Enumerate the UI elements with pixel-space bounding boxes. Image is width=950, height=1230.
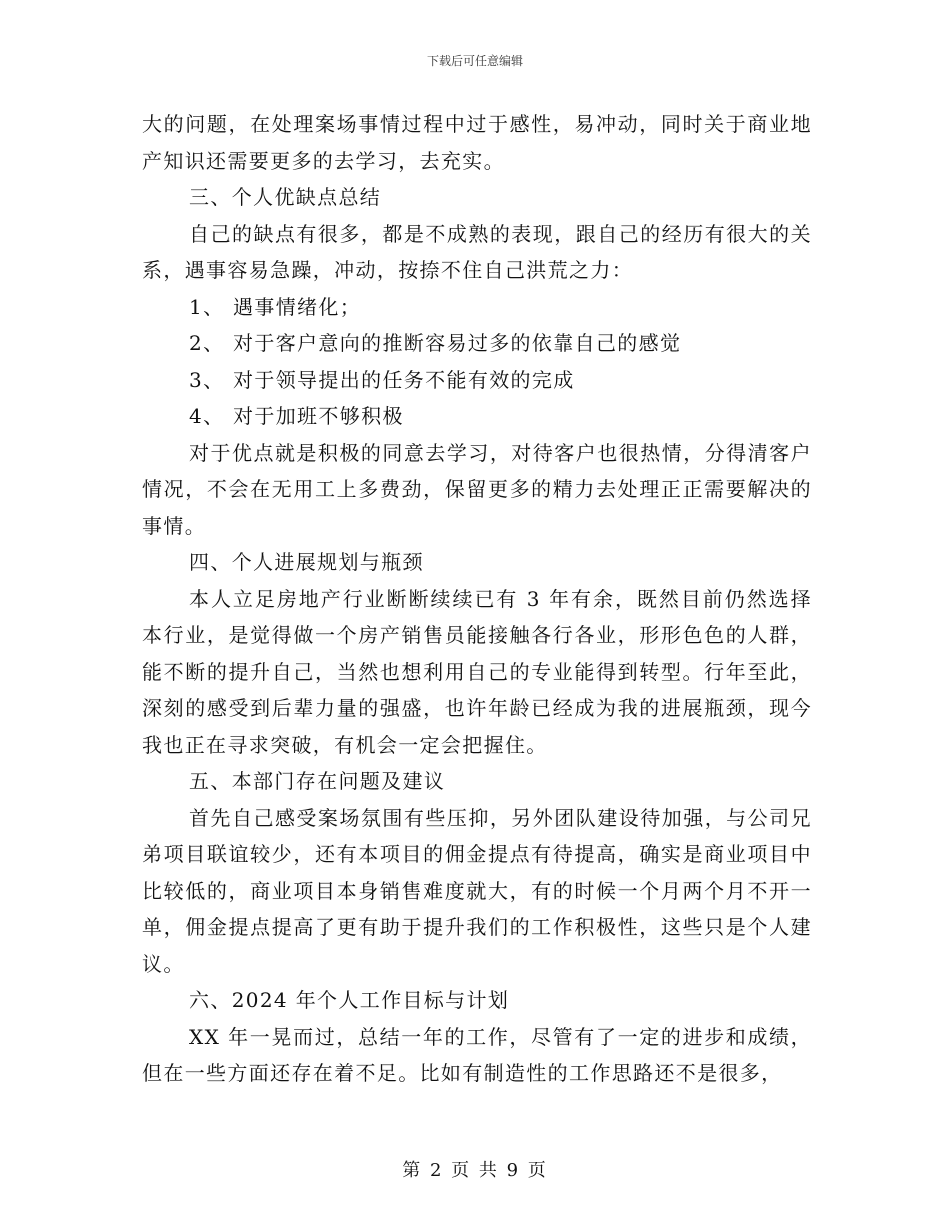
list-number: 1、 — [189, 294, 225, 319]
paragraph: 大的问题，在处理案场事情过程中过于感性，易冲动，同时关于商业地产知识还需要更多的去学习，去充实。 — [142, 112, 812, 173]
list-number: 2、 — [189, 331, 225, 355]
page-footer: 第 2 页 共 9 页 — [402, 1160, 548, 1181]
list-text: 遇事情绪化； — [233, 294, 362, 319]
list-text: 对于领导提出的任务不能有效的完成 — [233, 367, 575, 392]
list-number: 3、 — [189, 367, 225, 392]
section-heading: 六、2024 年个人工作目标与计划 — [189, 988, 510, 1012]
section-heading: 三、个人优缺点总结 — [189, 185, 382, 209]
paragraph: 本人立足房地产行业断断续续已有 3 年有余，既然目前仍然选择本行业，是觉得做一个房产销售员能接触各行各业，形形色色的人群，能不断的提升自己，当然也想利用自己的专业能得到转型。行年至此，深刻的感受到后辈力量的强盛，也许年龄已经成为我的进展瓶颈，现今我也正在寻求突破，有机会一定会把握住。 — [142, 586, 812, 757]
list-item — [142, 289, 812, 326]
list-item — [142, 362, 812, 399]
paragraph: 首先自己感受案场氛围有些压抑，另外团队建设待加强，与公司兄弟项目联谊较少，还有本项目的佣金提点有待提高，确实是商业项目中比较低的，商业项目本身销售难度就大，有的时候一个月两个月不开一单，佣金提点提高了更有助于提升我们的工作积极性，这些只是个人建议。 — [142, 805, 812, 976]
list-item — [142, 398, 812, 435]
paragraph: 对于优点就是积极的同意去学习，对待客户也很热情，分得清客户情况，不会在无用工上多费劲，保留更多的精力去处理正正需要解决的事情。 — [142, 440, 812, 538]
paragraph: 自己的缺点有很多，都是不成熟的表现，跟自己的经历有很大的关系，遇事容易急躁，冲动，按捺不住自己洪荒之力： — [142, 221, 812, 282]
list-item — [142, 325, 812, 362]
list-text: 对于客户意向的推断容易过多的依靠自己的感觉 — [233, 331, 682, 355]
page-header: 下载后可任意编辑 — [426, 54, 523, 68]
section-heading: 四、个人进展规划与瓶颈 — [189, 550, 424, 574]
paragraph: XX 年一晃而过，总结一年的工作，尽管有了一定的进步和成绩，但在一些方面还存在着不足。比如有制造性的工作思路还不是很多， — [142, 1024, 812, 1085]
list-text: 对于加班不够积极 — [233, 404, 404, 428]
document-body — [142, 106, 812, 1092]
list-number: 4、 — [189, 404, 225, 428]
section-heading: 五、本部门存在问题及建议 — [189, 769, 446, 793]
